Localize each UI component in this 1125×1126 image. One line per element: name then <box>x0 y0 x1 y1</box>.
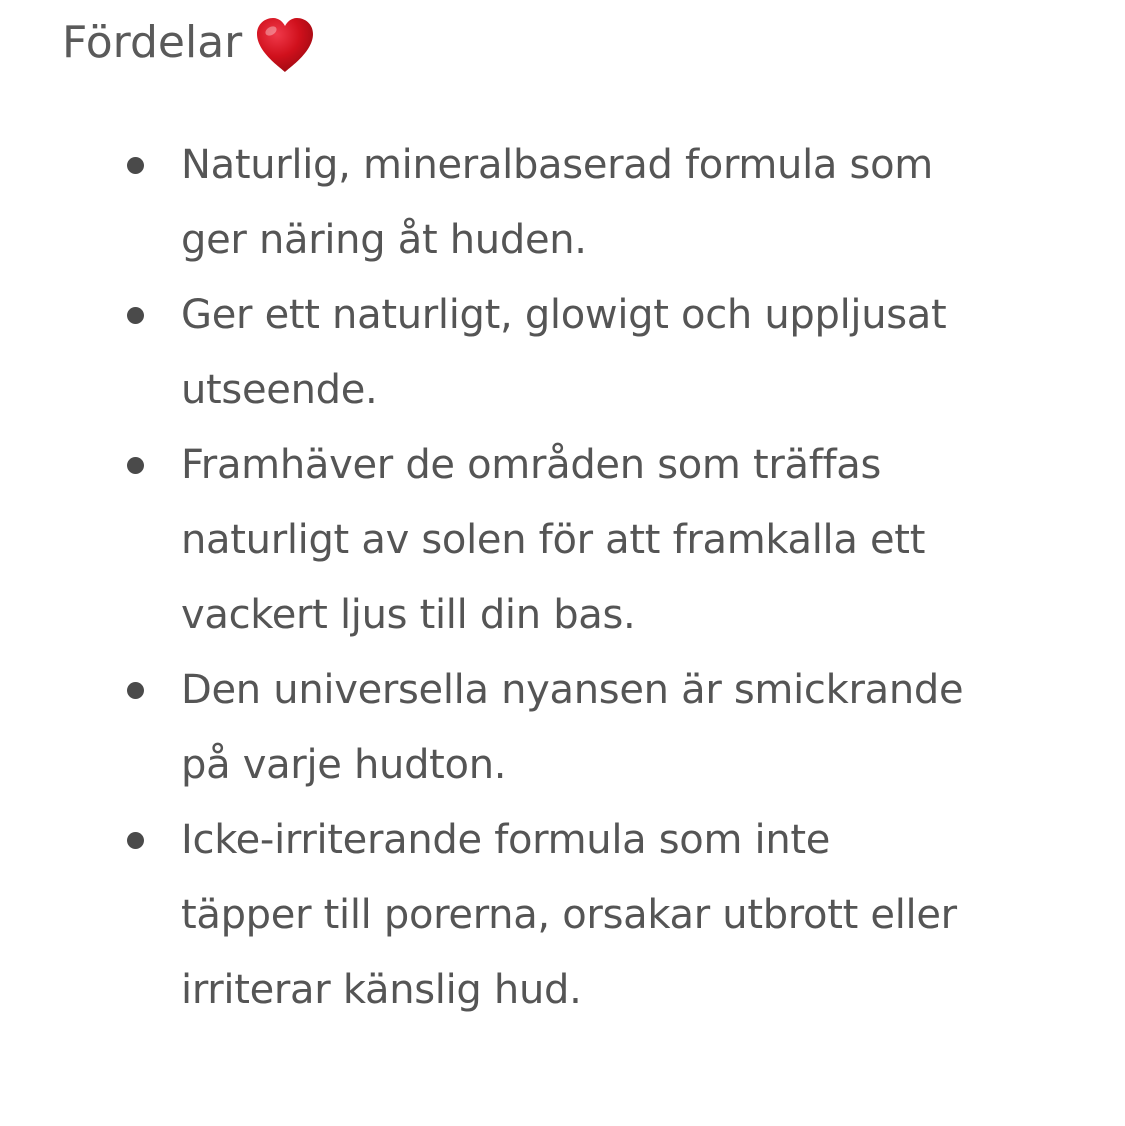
benefit-text-line: irriterar känslig hud. <box>181 967 582 1013</box>
benefit-item <box>181 278 1081 428</box>
bullet-icon <box>127 157 144 174</box>
bullet-icon <box>127 832 144 849</box>
heading-text: Fördelar <box>62 17 243 68</box>
benefit-text-line: på varje hudton. <box>181 742 507 788</box>
benefit-text-line: naturligt av solen för att framkalla ett <box>181 517 926 563</box>
benefit-item <box>181 428 1081 653</box>
benefit-text-line: Den universella nyansen är smickrande <box>181 667 964 713</box>
bullet-icon <box>127 307 144 324</box>
benefit-text-line: Framhäver de områden som träffas <box>181 442 882 488</box>
benefit-item <box>181 128 1081 278</box>
benefit-text-line: Ger ett naturligt, glowigt och uppljusat <box>181 292 947 338</box>
benefits-list <box>181 128 1081 1028</box>
benefit-text-line: vackert ljus till din bas. <box>181 592 636 638</box>
benefit-text-line: Icke-irriterande formula som inte <box>181 817 831 863</box>
benefit-text-line: täpper till porerna, orsakar utbrott eller <box>181 892 957 938</box>
heart-icon <box>254 16 316 74</box>
section-heading <box>62 8 316 78</box>
benefit-text-line: ger näring åt huden. <box>181 217 587 263</box>
benefit-text-line: Naturlig, mineralbaserad formula som <box>181 142 933 188</box>
bullet-icon <box>127 682 144 699</box>
bullet-icon <box>127 457 144 474</box>
benefit-text-line: utseende. <box>181 367 378 413</box>
benefit-item <box>181 653 1081 803</box>
benefit-item <box>181 803 1081 1028</box>
